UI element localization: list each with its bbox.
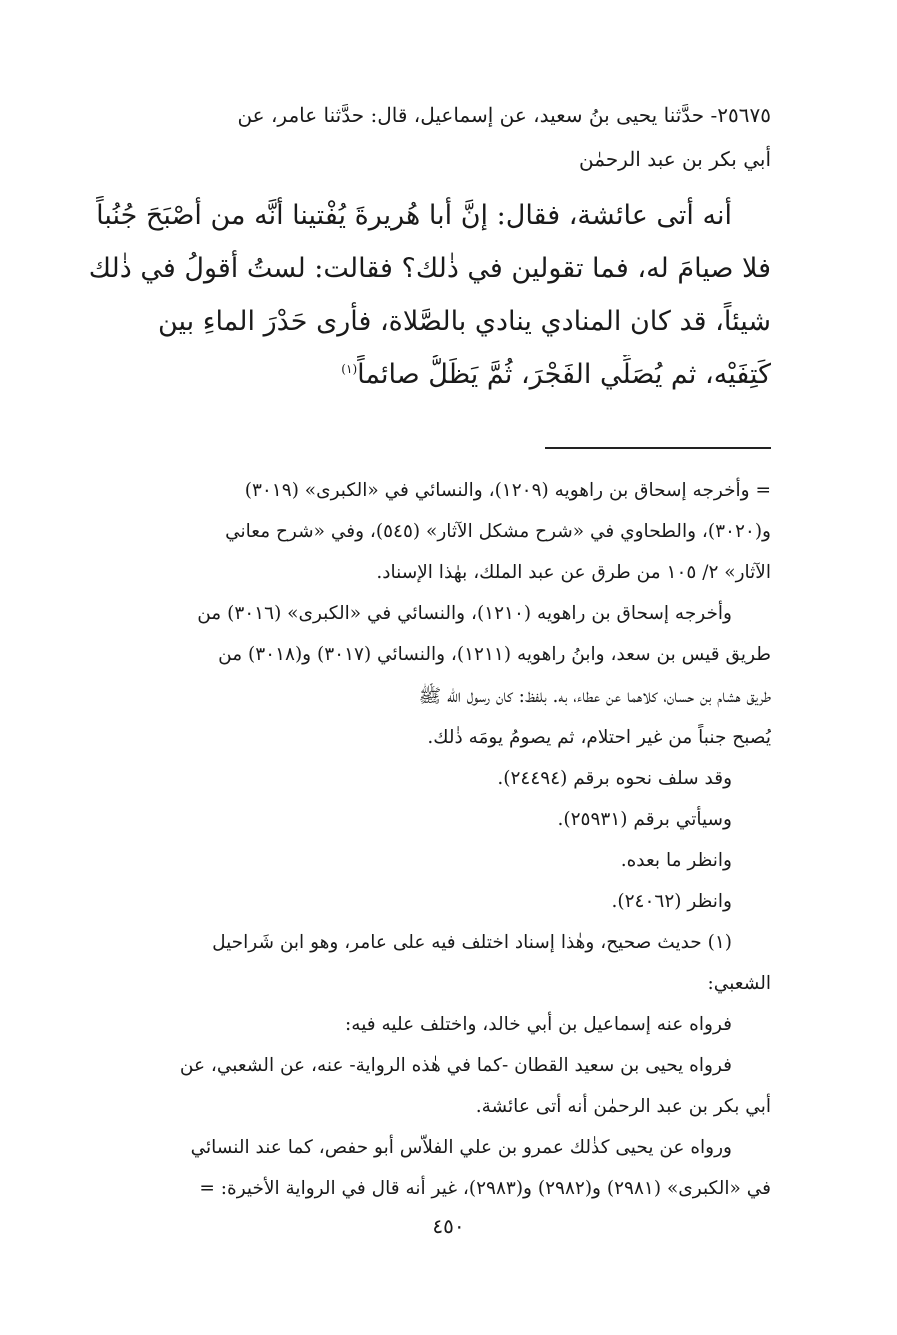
- footnote-line: يُصبح جنباً من غير احتلام، ثم يصومُ يومَه ذٰلك.: [427, 727, 771, 748]
- footnote-line: وانظر ما بعده.: [620, 850, 732, 871]
- footnote-line: طريق قيس بن سعد، وابنُ راهويه (١٢١١)، والنسائي (٣٠١٧) و(٣٠١٨) من: [218, 644, 771, 665]
- footnote-line: الشعبي:: [707, 973, 771, 994]
- hadith-matn-line: شيئاً، قد كان المنادي ينادي بالصَّلاة، فأرى حَدْرَ الماءِ بين: [157, 306, 771, 337]
- footnote-line: وانظر (٢٤٠٦٢).: [611, 891, 732, 912]
- hadith-matn-text: كَتِفَيْه، ثم يُصَلِّي الفَجْرَ، ثُمَّ يَظَلُّ صائماً: [357, 359, 771, 390]
- footnote-line: الآثار» ٢/ ١٠٥ من طرق عن عبد الملك، بهٰذا الإسناد.: [376, 562, 771, 583]
- page-number: ٤٥٠: [432, 1214, 465, 1238]
- hadith-header-line: ٢٥٦٧٥- حدَّثنا يحيى بنُ سعيد، عن إسماعيل، قال: حدَّثنا عامر، عن: [237, 103, 771, 127]
- footnote-line: و(٣٠٢٠)، والطحاوي في «شرح مشكل الآثار» (٥٤٥)، وفي «شرح معاني: [225, 521, 771, 542]
- footnote-line: = وأخرجه إسحاق بن راهويه (١٢٠٩)، والنسائي في «الكبرى» (٣٠١٩): [244, 480, 771, 501]
- footnote-line: وأخرجه إسحاق بن راهويه (١٢١٠)، والنسائي في «الكبرى» (٣٠١٦) من: [197, 603, 732, 624]
- footnote-line: وقد سلف نحوه برقم (٢٤٤٩٤).: [497, 768, 732, 789]
- footnote-line: أبي بكر بن عبد الرحمٰن أنه أتى عائشة.: [475, 1096, 771, 1117]
- footnote-line: ورواه عن يحيى كذٰلك عمرو بن علي الفلاَّس أبو حفص، كما عند النسائي: [190, 1137, 732, 1158]
- footnote-separator: [545, 447, 771, 449]
- footnote-line: فرواه يحيى بن سعيد القطان -كما في هٰذه الرواية- عنه، عن الشعبي، عن: [179, 1055, 732, 1076]
- footnote-line: فرواه عنه إسماعيل بن أبي خالد، واختلف عليه فيه:: [345, 1014, 732, 1035]
- footnote-line: وسيأتي برقم (٢٥٩٣١).: [557, 809, 732, 830]
- footnote-line: في «الكبرى» (٢٩٨١) و(٢٩٨٢) و(٢٩٨٣)، غير أنه قال في الرواية الأخيرة: =: [199, 1178, 771, 1199]
- hadith-header-line: أبي بكر بن عبد الرحمٰن: [579, 147, 771, 171]
- footnote-line: (١) حديث صحيح، وهٰذا إسناد اختلف فيه على عامر، وهو ابن شَراحيل: [212, 932, 732, 953]
- hadith-matn-line: [73, 355, 771, 395]
- hadith-matn-line: فلا صيامَ له، فما تقولين في ذٰلك؟ فقالت: لستُ أقولُ في ذٰلك: [88, 253, 771, 284]
- footnote-marker: (١): [341, 362, 358, 376]
- footnote-line: طريق هشام بن حسان، كلاهما عن عطاء، به. بلفظ: كان رسول الله ﷺ: [418, 686, 771, 707]
- hadith-matn-line: أنه أتى عائشة، فقال: إنَّ أبا هُريرةَ يُفْتينا أنَّه من أَصْبَحَ جُنُباً: [96, 200, 732, 231]
